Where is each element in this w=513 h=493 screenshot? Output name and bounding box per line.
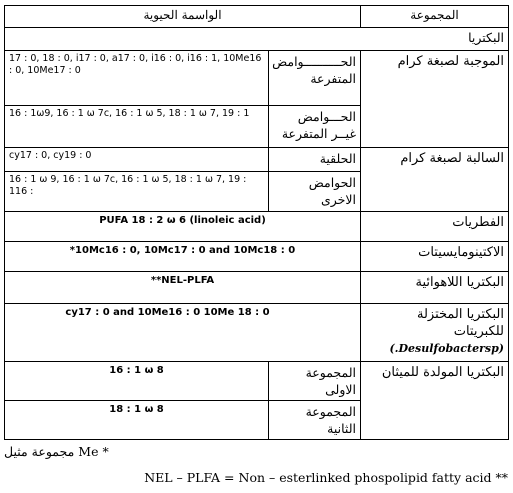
group-fungi: الفطريات (361, 212, 509, 242)
group-sulfate-reducing-genus: (Desulfobactersp.) (389, 342, 504, 355)
marker-other-acids: 16 : 1 ω 9, 16 : 1 ω 7c, 16 : 1 ω 5, 18 : 1 ω 7, 19 : 116 : (5, 172, 269, 212)
subgroup-other-acids: الحوامض الاخرى (269, 172, 361, 212)
table-row (5, 362, 509, 401)
group-methanogens: البكتريا المولدة للميثان (361, 362, 509, 440)
table-row (5, 272, 509, 304)
group-actinomycetes: الاكتينومايسيتات (361, 242, 509, 272)
marker-sulfate-reducing: cy17 : 0 and 10Me16 : 0 10Me 18 : 0 (5, 304, 361, 362)
subgroup-methanogens-2: المجموعة الثانية (269, 401, 361, 440)
subgroup-methanogens-1: المجموعة الاولى (269, 362, 361, 401)
subgroup-branched: الحــــــــــوامض المتفرعة (269, 51, 361, 106)
header-marker: الواسمة الحيوية (5, 6, 361, 28)
group-anaerobic: البكتريا اللاهوائية (361, 272, 509, 304)
marker-fungi: PUFA 18 : 2 ω 6 (linoleic acid) (5, 212, 361, 242)
subgroup-unbranched: الحـــوامض غيــر المتفرعة (269, 106, 361, 148)
table-row (5, 212, 509, 242)
group-sulfate-reducing (361, 304, 509, 362)
table-row (5, 51, 509, 106)
marker-actinomycetes: *10Mc16 : 0, 10Mc17 : 0 and 10Mc18 : 0 (5, 242, 361, 272)
footnote-methyl: * Me مجموعة مثيل (4, 444, 109, 459)
section-row-bacteria (5, 28, 509, 51)
subgroup-cyclic: الحلقية (269, 148, 361, 172)
marker-unbranched: 16 : 1ω9, 16 : 1 ω 7c, 16 : 1 ω 5, 18 : 1 ω 7, 19 : 1 (5, 106, 269, 148)
biomarker-table (4, 5, 509, 440)
header-group: المجموعة (361, 6, 509, 28)
marker-cyclic: cy17 : 0, cy19 : 0 (5, 148, 269, 172)
marker-branched: 17 : 0, 18 : 0, i17 : 0, a17 : 0, i16 : 0, i16 : 1, 10Me16 : 0, 10Me17 : 0 (5, 51, 269, 106)
footnote-nel-plfa: NEL – PLFA = Non – esterlinked phospolipid fatty acid ** (144, 470, 508, 485)
table-row (5, 304, 509, 362)
header-row (5, 6, 509, 28)
marker-anaerobic: **NEL-PLFA (5, 272, 361, 304)
marker-methanogens-1: 16 : 1 ω 8 (5, 362, 269, 401)
table-row (5, 148, 509, 172)
table-row (5, 242, 509, 272)
group-gram-negative: السالبة لصبغة كرام (361, 148, 509, 212)
group-gram-positive: الموجبة لصبغة كرام (361, 51, 509, 148)
section-bacteria: البكتريا (5, 28, 509, 51)
marker-methanogens-2: 18 : 1 ω 8 (5, 401, 269, 440)
group-sulfate-reducing-label: البكتريا المختزلة للكبريتات (417, 307, 504, 339)
